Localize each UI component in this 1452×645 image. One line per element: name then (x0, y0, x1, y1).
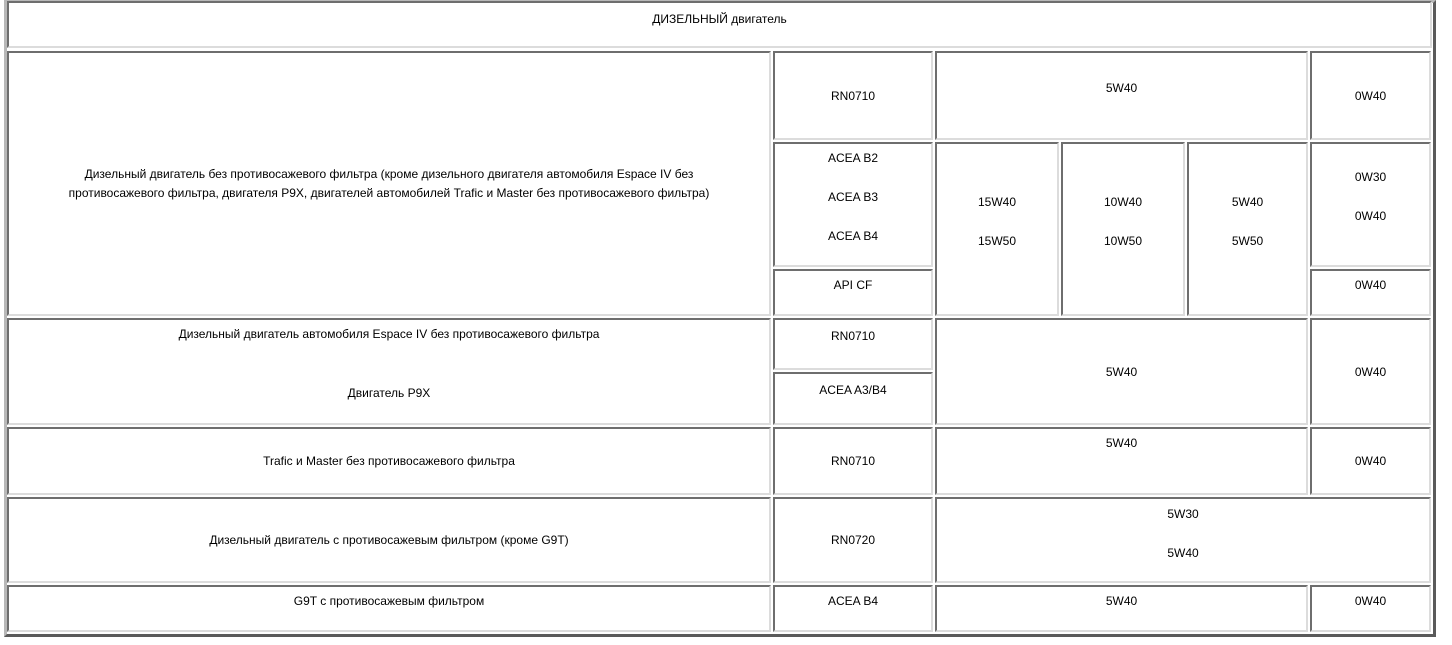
r5-standard-cell (773, 585, 933, 632)
r1-visc-col2-2: 10W50 (1103, 234, 1143, 248)
r2-standard-a-cell (773, 318, 933, 370)
r3-visc: 5W40 (1105, 436, 1138, 450)
r2-standard-b: ACEA A3/B4 (819, 383, 887, 397)
r1-visc-a-cell (935, 51, 1308, 140)
r2-visc: 5W40 (1105, 364, 1138, 379)
r3-alt-cell (1310, 427, 1431, 495)
r4-standard: RN0720 (830, 533, 876, 547)
r2-standard-a: RN0710 (830, 329, 876, 343)
r5-visc: 5W40 (1105, 594, 1138, 608)
r1-standard-a-cell (773, 51, 933, 140)
r1-standard-b-2: ACEA B3 (827, 190, 879, 204)
r2-alt-cell (1310, 318, 1431, 425)
r2-visc-cell (935, 318, 1308, 425)
r4-visc-1: 5W30 (1167, 507, 1199, 521)
r1-standard-b-3: ACEA B4 (827, 229, 879, 243)
r1-engine: Дизельный двигатель без противосажевого фильтра (кроме дизельного двигателя автомобиля Espace IV без противосажевого фильтра, двигателя P9X, двигателей автомобилей Trafic и Master без противосажевого фильтра) (68, 166, 710, 200)
r1-alt-b-2: 0W40 (1354, 209, 1387, 223)
r3-alt: 0W40 (1354, 454, 1387, 468)
r1-alt-b-cell (1310, 142, 1431, 267)
r1-visc-col1-cell (935, 142, 1059, 316)
r2-engine-cell (7, 318, 771, 425)
table-title: ДИЗЕЛЬНЫЙ двигатель (652, 12, 787, 26)
r3-standard-cell (773, 427, 933, 495)
r5-visc-cell (935, 585, 1308, 632)
r2-engine-b: Двигатель P9X (347, 386, 431, 400)
r2-engine-a: Дизельный двигатель автомобиля Espace IV без противосажевого фильтра (178, 327, 600, 341)
r3-visc-cell (935, 427, 1308, 495)
r1-visc-col1-2: 15W50 (977, 234, 1017, 248)
r1-visc-a: 5W40 (1105, 81, 1138, 95)
r2-alt: 0W40 (1354, 364, 1387, 379)
r3-engine: Trafic и Master без противосажевого фильтра (263, 454, 515, 468)
r1-alt-a: 0W40 (1354, 88, 1387, 103)
r4-visc-2: 5W40 (1167, 546, 1199, 560)
r1-visc-col3-cell (1187, 142, 1308, 316)
r4-engine-cell (7, 497, 771, 583)
r1-standard-c-cell (773, 269, 933, 316)
r5-engine-cell (7, 585, 771, 632)
r5-alt: 0W40 (1354, 594, 1387, 608)
r1-standard-a: RN0710 (830, 88, 876, 103)
r1-standard-b-cell (773, 142, 933, 267)
r4-visc-cell (935, 497, 1431, 583)
r1-alt-c-cell (1310, 269, 1431, 316)
header-cell (7, 1, 1432, 48)
r1-visc-col3-2: 5W50 (1231, 234, 1264, 248)
r1-standard-b-1: ACEA B2 (827, 151, 879, 165)
r1-alt-b-1: 0W30 (1354, 170, 1387, 184)
r1-visc-col2-1: 10W40 (1103, 195, 1143, 209)
r2-standard-b-cell (773, 372, 933, 425)
r1-standard-c: API CF (833, 278, 873, 292)
r5-alt-cell (1310, 585, 1431, 632)
r5-standard: ACEA B4 (827, 594, 879, 608)
r1-visc-col1-1: 15W40 (977, 195, 1017, 209)
r1-alt-a-cell (1310, 51, 1431, 140)
r4-engine: Дизельный двигатель с противосажевым фильтром (кроме G9T) (209, 533, 569, 547)
r4-standard-cell (773, 497, 933, 583)
r5-engine: G9T с противосажевым фильтром (293, 594, 485, 608)
r1-alt-c: 0W40 (1354, 278, 1387, 292)
r1-engine-cell (7, 51, 771, 316)
r3-engine-cell (7, 427, 771, 495)
r3-standard: RN0710 (830, 454, 876, 468)
r1-visc-col2-cell (1061, 142, 1185, 316)
r1-visc-col3-1: 5W40 (1231, 195, 1264, 209)
